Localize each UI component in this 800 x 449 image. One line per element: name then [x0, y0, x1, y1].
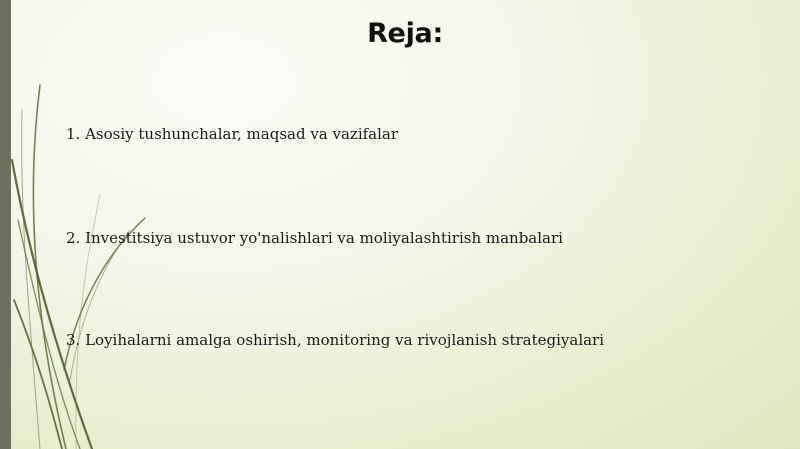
slide-title: Reja: — [367, 18, 443, 49]
plan-item-3: 3. Loyihalarni amalga oshirish, monitoring va rivojlanish strategiyalari — [66, 331, 605, 349]
plan-item-2: 2. Investitsiya ustuvor yo'nalishlari va moliyalashtirish manbalari — [66, 229, 563, 247]
plan-item-1: 1. Asosiy tushunchalar, maqsad va vazifalar — [66, 125, 399, 143]
grass-decoration-icon — [0, 0, 160, 449]
